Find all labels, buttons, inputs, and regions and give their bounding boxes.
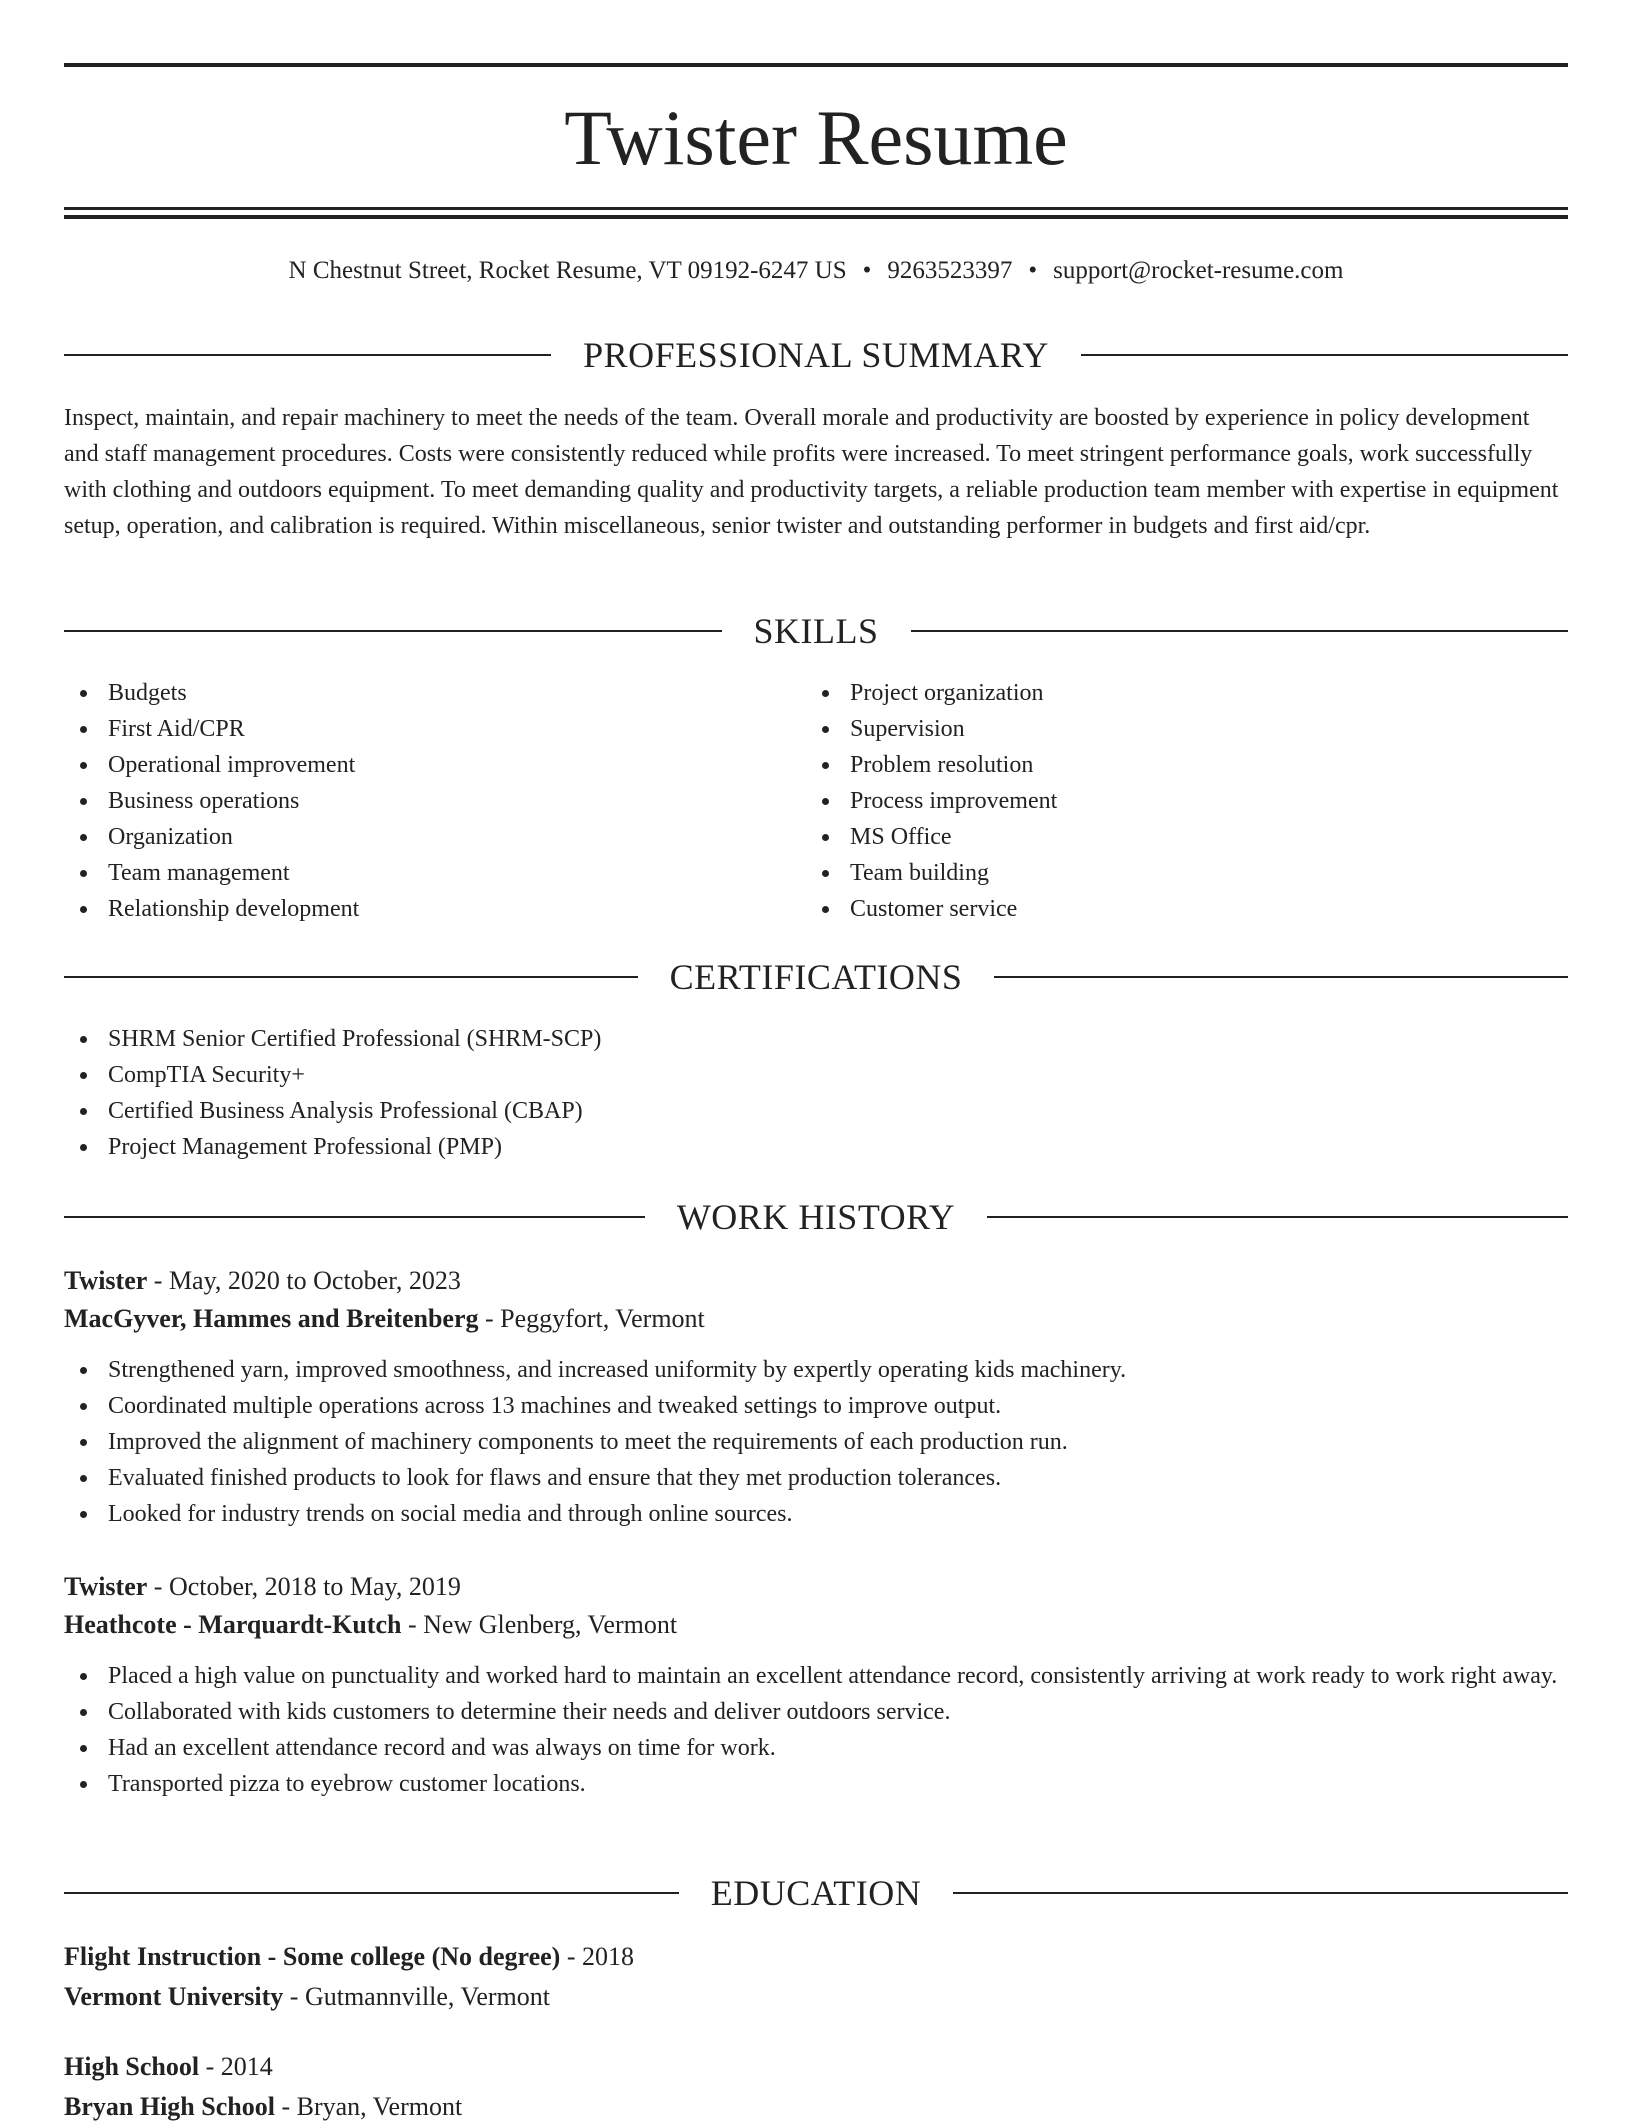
skills-column-left [64,675,804,927]
skill-label: Budgets [108,680,187,706]
section-rule [64,1892,679,1894]
bullet-dot [80,1745,87,1752]
certification-label: CompTIA Security+ [108,1062,305,1088]
job-company: MacGyver, Hammes and Breitenberg [64,1304,479,1333]
job-duty [64,1658,1568,1694]
skill-label: First Aid/CPR [108,716,245,742]
education-year: - 2014 [199,2052,273,2081]
header-rule-thick [64,215,1568,219]
bullet-dot [822,798,829,805]
job-company-line [64,1606,1568,1644]
section-rule [994,976,1568,978]
contact-line [64,254,1568,288]
section-title: SKILLS [753,611,879,651]
header-rule-thin [64,207,1568,210]
job-duties [64,1658,1568,1802]
skills-list-left [64,675,804,927]
bullet-dot [80,1144,87,1151]
job-dates: - May, 2020 to October, 2023 [147,1266,461,1295]
section-header-skills [64,609,1568,653]
bullet-dot [822,834,829,841]
certification-label: SHRM Senior Certified Professional (SHRM-SCP) [108,1026,602,1052]
skill-item [806,819,1546,855]
skill-item [806,855,1546,891]
certification-label: Certified Business Analysis Professional (CBAP) [108,1098,583,1124]
education-school-line [64,1977,1568,2017]
contact-phone: 9263523397 [887,257,1013,284]
skill-label: Customer service [850,896,1018,922]
section-rule [64,1216,645,1218]
contact-separator: • [1028,257,1038,284]
summary-text: Inspect, maintain, and repair machinery to meet the needs of the team. Overall morale and productivity are boosted by experience in policy development and staff management procedures. Costs were consistently reduced while profits were increased. To meet stringent performance goals, work successfully with clothing and outdoors equipment. To meet demanding quality and productivity targets, a reliable production team member with expertise in equipment setup, operation, and calibration is required. Within miscellaneous, senior twister and outstanding performer in budgets and first aid/cpr. [64,405,1559,539]
bullet-dot [822,906,829,913]
skill-item [64,819,804,855]
bullet-dot [80,1108,87,1115]
duty-text: Had an excellent attendance record and was always on time for work. [108,1735,776,1761]
duty-text: Improved the alignment of machinery components to meet the requirements of each production run. [108,1429,1068,1455]
skill-item [806,891,1546,927]
duty-text: Strengthened yarn, improved smoothness, and increased uniformity by expertly operating kids machinery. [108,1357,1127,1383]
duty-text: Looked for industry trends on social media and through online sources. [108,1501,793,1527]
contact-email: support@rocket-resume.com [1053,257,1344,284]
skill-label: Business operations [108,788,300,814]
skill-item [64,675,804,711]
section-rule [987,1216,1568,1218]
job-duty [64,1460,1568,1496]
bullet-dot [80,1367,87,1374]
bullet-dot [80,762,87,769]
top-rule [64,63,1568,67]
skill-item [806,747,1546,783]
education-degree-line [64,2047,1568,2087]
education-year: - 2018 [560,1942,634,1971]
certifications-list [64,1021,1568,1165]
skill-item [806,783,1546,819]
job-duty [64,1694,1568,1730]
skill-label: Relationship development [108,896,360,922]
education-degree: Flight Instruction - Some college (No degree) [64,1942,561,1971]
section-rule [953,1892,1568,1894]
bullet-dot [822,870,829,877]
job-location: - New Glenberg, Vermont [401,1610,678,1639]
skill-label: MS Office [850,824,952,850]
skill-item [64,711,804,747]
duty-text: Collaborated with kids customers to determine their needs and deliver outdoors service. [108,1699,951,1725]
education-school: Bryan High School [64,2092,275,2121]
education-location: - Bryan, Vermont [274,2092,463,2121]
job-role: Twister [64,1572,148,1601]
skill-item [64,891,804,927]
bullet-dot [80,870,87,877]
job-dates: - October, 2018 to May, 2019 [147,1572,461,1601]
certification-label: Project Management Professional (PMP) [108,1134,502,1160]
job-duties [64,1352,1568,1532]
education-entry [64,1937,1568,2017]
bullet-dot [80,834,87,841]
section-header-work-history [64,1195,1568,1239]
skill-item [64,783,804,819]
bullet-dot [80,1511,87,1518]
bullet-dot [80,1475,87,1482]
skill-label: Operational improvement [108,752,356,778]
duty-text: Transported pizza to eyebrow customer locations. [108,1771,586,1797]
certification-item [64,1129,1568,1165]
section-header-summary [64,333,1568,377]
bullet-dot [80,1439,87,1446]
skill-label: Team management [108,860,290,886]
bullet-dot [80,1781,87,1788]
duty-text: Evaluated finished products to look for flaws and ensure that they met production tolerances. [108,1465,1002,1491]
bullet-dot [80,690,87,697]
duty-text: Coordinated multiple operations across 13 machines and tweaked settings to improve output. [108,1393,1002,1419]
job-duty [64,1766,1568,1802]
skill-label: Project organization [850,680,1044,706]
contact-address: N Chestnut Street, Rocket Resume, VT 09192-6247 US [288,257,847,284]
section-rule [64,354,551,356]
job-company: Heathcote - Marquardt-Kutch [64,1610,402,1639]
bullet-dot [80,1673,87,1680]
job-duty [64,1388,1568,1424]
job-title-line [64,1568,1568,1606]
bullet-dot [80,1036,87,1043]
job-entry [64,1568,1568,1802]
bullet-dot [822,762,829,769]
section-title: PROFESSIONAL SUMMARY [583,335,1049,375]
certification-item [64,1021,1568,1057]
certification-item [64,1093,1568,1129]
skill-label: Organization [108,824,233,850]
education-entry [64,2047,1568,2127]
section-header-education [64,1871,1568,1915]
skill-label: Problem resolution [850,752,1034,778]
job-duty [64,1424,1568,1460]
job-entry [64,1262,1568,1532]
education-school-line [64,2087,1568,2127]
job-company-line [64,1300,1568,1338]
bullet-dot [80,906,87,913]
job-title-line [64,1262,1568,1300]
job-location: - Peggyfort, Vermont [478,1304,705,1333]
section-title: CERTIFICATIONS [669,957,963,997]
bullet-dot [80,1072,87,1079]
section-rule [911,630,1569,632]
skills-column-right [806,675,1546,927]
job-duty [64,1730,1568,1766]
education-location: - Gutmannville, Vermont [283,1982,550,2011]
section-rule [64,976,638,978]
job-duty [64,1352,1568,1388]
bullet-dot [822,690,829,697]
skills-list-right [806,675,1546,927]
certification-item [64,1057,1568,1093]
bullet-dot [80,726,87,733]
bullet-dot [822,726,829,733]
section-title: WORK HISTORY [676,1197,956,1237]
skill-label: Team building [850,860,989,886]
contact-separator: • [862,257,872,284]
bullet-dot [80,1709,87,1716]
job-duty [64,1496,1568,1532]
skill-label: Process improvement [850,788,1058,814]
section-rule [1081,354,1568,356]
education-degree: High School [64,2052,200,2081]
job-role: Twister [64,1266,148,1295]
section-header-certifications [64,955,1568,999]
bullet-dot [80,1403,87,1410]
section-title: EDUCATION [710,1873,922,1913]
certifications-block [64,1021,1568,1165]
duty-text: Placed a high value on punctuality and worked hard to maintain an excellent attendance record, consistently arriving at work ready to work right away. [108,1663,1558,1689]
bullet-dot [80,798,87,805]
education-school: Vermont University [64,1982,284,2011]
skill-item [64,855,804,891]
skill-item [806,675,1546,711]
education-degree-line [64,1937,1568,1977]
skill-item [806,711,1546,747]
skill-item [64,747,804,783]
skill-label: Supervision [850,716,965,742]
resume-name: Twister Resume [564,94,1068,181]
section-rule [64,630,722,632]
